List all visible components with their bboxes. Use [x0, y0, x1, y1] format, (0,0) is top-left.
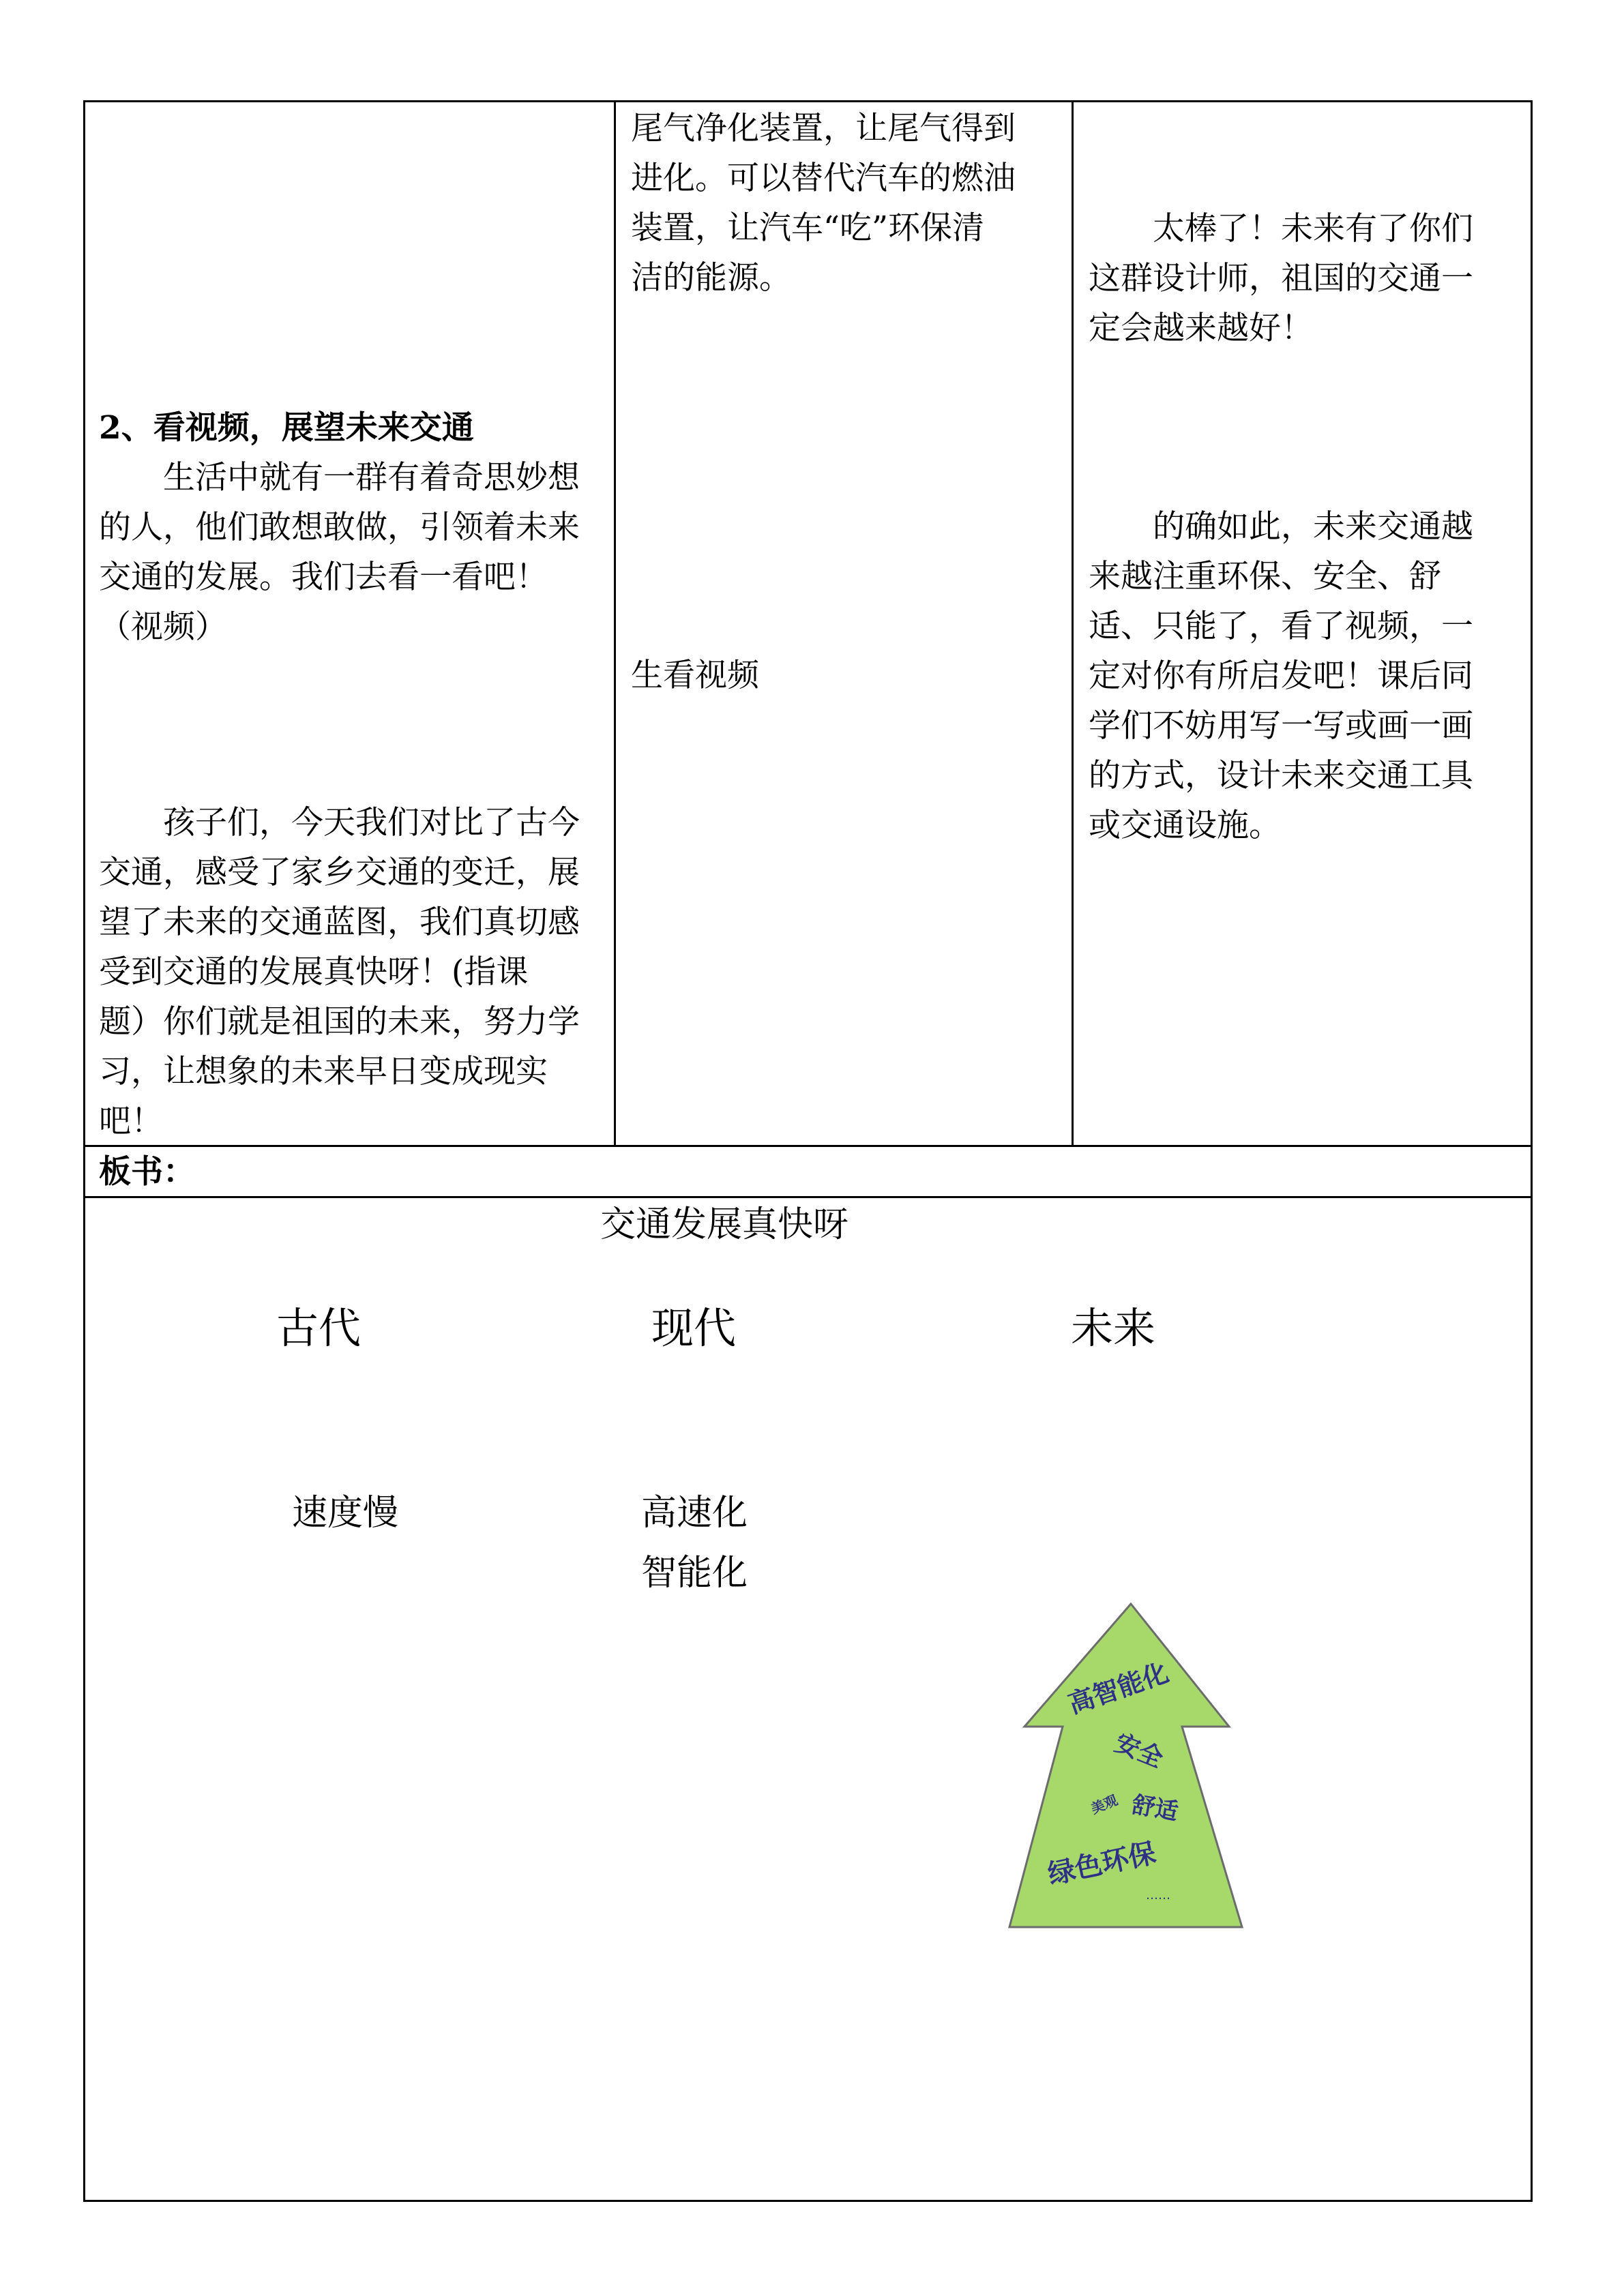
table-border-top	[83, 100, 1533, 102]
arrow-text-ellipsis: ……	[1146, 1888, 1170, 1903]
row-divider-board-content	[83, 1196, 1533, 1198]
text-line: 进化。可以替代汽车的燃油	[631, 160, 1016, 197]
text-line: 的确如此，未来交通越	[1089, 508, 1473, 546]
table-border-left	[83, 100, 85, 2202]
text-line: 的方式，设计未来交通工具	[1089, 757, 1473, 794]
column-heading-ancient: 古代	[276, 1303, 361, 1353]
column-divider-1	[614, 100, 616, 1146]
future-arrow-graphic	[1003, 1599, 1248, 1933]
text-line: 洁的能源。	[631, 259, 791, 297]
arrow-shape	[1009, 1604, 1242, 1927]
text-line: 适、只能了，看了视频，一	[1089, 608, 1473, 645]
text-line: 这群设计师，祖国的交通一	[1089, 260, 1473, 297]
board-label: 板书：	[99, 1153, 195, 1191]
table-border-right	[1531, 100, 1533, 2202]
board-title: 交通发展真快呀	[600, 1204, 849, 1245]
text-line: 尾气净化装置，让尾气得到	[631, 110, 1016, 147]
text-line: 太棒了！未来有了你们	[1089, 210, 1473, 248]
col2-paragraph-2: 生看视频	[631, 657, 759, 694]
arrow-text-high-intelligence: 高智能化	[1064, 1657, 1172, 1720]
column-heading-modern: 现代	[651, 1303, 737, 1353]
ancient-feature: 速度慢	[292, 1493, 399, 1534]
text-line: 生活中就有一群有着奇思妙想	[99, 459, 580, 496]
modern-feature-1: 高速化	[641, 1493, 748, 1534]
text-line: 装置，让汽车“吃”环保清	[631, 209, 985, 247]
text-line: 定对你有所启发吧！课后同	[1089, 657, 1473, 695]
text-line: 的人，他们敢想敢做，引领着未来	[99, 509, 580, 546]
modern-feature-2: 智能化	[641, 1553, 748, 1594]
text-line: 定会越来越好！	[1089, 310, 1313, 347]
text-line: 或交通设施。	[1089, 807, 1281, 844]
text-line: 来越注重环保、安全、舒	[1089, 558, 1441, 595]
text-line: 交通的发展。我们去看一看吧！	[99, 558, 548, 596]
text-line: （视频）	[99, 608, 227, 646]
arrow-text-green: 绿色环保	[1045, 1837, 1159, 1891]
arrow-text-beauty: 美观	[1088, 1791, 1120, 1817]
row-divider-board	[83, 1145, 1533, 1147]
column-heading-future: 未来	[1071, 1303, 1156, 1353]
text-line: 吧！	[99, 1103, 163, 1140]
text-line: 望了未来的交通蓝图，我们真切感	[99, 904, 580, 941]
text-line: 学们不妨用写一写或画一画	[1089, 707, 1473, 745]
column-divider-2	[1072, 100, 1074, 1146]
text-line: 孩子们，今天我们对比了古今	[99, 804, 580, 841]
arrow-text-comfort: 舒适	[1130, 1791, 1181, 1826]
arrow-text-safety: 安全	[1110, 1729, 1167, 1774]
text-line: 交通，感受了家乡交通的变迁，展	[99, 854, 580, 891]
table-border-bottom	[83, 2200, 1533, 2202]
text-line: 习，让想象的未来早日变成现实	[99, 1053, 548, 1090]
text-line: 受到交通的发展真快呀！(指课	[99, 953, 529, 991]
text-line: 题）你们就是祖国的未来，努力学	[99, 1003, 580, 1041]
section-heading: 2、看视频，展望未来交通	[99, 409, 474, 447]
